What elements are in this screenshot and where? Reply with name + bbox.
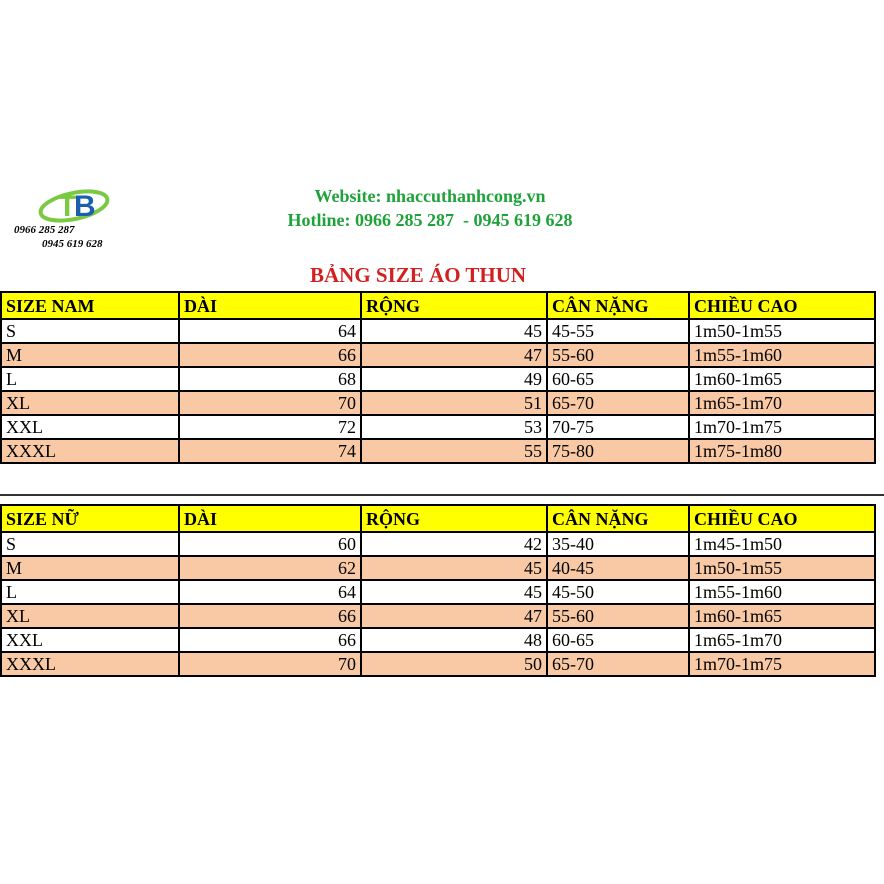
height-cell: 1m45-1m50 <box>689 532 875 556</box>
table-row <box>1 439 875 463</box>
size-cell: M <box>1 556 179 580</box>
table-header-row <box>1 292 875 319</box>
header-cell: SIZE NAM <box>1 292 179 319</box>
length-cell: 74 <box>179 439 361 463</box>
svg-text:T: T <box>58 190 77 223</box>
length-cell: 68 <box>179 367 361 391</box>
table-row <box>1 367 875 391</box>
length-cell: 70 <box>179 391 361 415</box>
width-cell: 49 <box>361 367 547 391</box>
svg-text:B: B <box>74 190 96 223</box>
header-cell: RỘNG <box>361 292 547 319</box>
length-cell: 70 <box>179 652 361 676</box>
length-cell: 60 <box>179 532 361 556</box>
header-cell: DÀI <box>179 292 361 319</box>
page-title: BẢNG SIZE ÁO THUN <box>310 263 527 287</box>
height-cell: 1m65-1m70 <box>689 391 875 415</box>
header-cell: CÂN NẶNG <box>547 292 689 319</box>
length-cell: 72 <box>179 415 361 439</box>
width-cell: 45 <box>361 580 547 604</box>
weight-cell: 65-70 <box>547 391 689 415</box>
weight-cell: 65-70 <box>547 652 689 676</box>
height-cell: 1m55-1m60 <box>689 343 875 367</box>
size-cell: XXXL <box>1 652 179 676</box>
width-cell: 55 <box>361 439 547 463</box>
weight-cell: 45-50 <box>547 580 689 604</box>
length-cell: 64 <box>179 580 361 604</box>
height-cell: 1m60-1m65 <box>689 604 875 628</box>
height-cell: 1m55-1m60 <box>689 580 875 604</box>
size-cell: S <box>1 319 179 343</box>
weight-cell: 60-65 <box>547 367 689 391</box>
length-cell: 66 <box>179 628 361 652</box>
width-cell: 47 <box>361 604 547 628</box>
header-cell: DÀI <box>179 505 361 532</box>
width-cell: 47 <box>361 343 547 367</box>
length-cell: 64 <box>179 319 361 343</box>
width-cell: 53 <box>361 415 547 439</box>
weight-cell: 70-75 <box>547 415 689 439</box>
size-cell: XL <box>1 604 179 628</box>
weight-cell: 45-55 <box>547 319 689 343</box>
table-row <box>1 604 875 628</box>
table-row <box>1 652 875 676</box>
logo-phone-2: 0945 619 628 <box>42 238 103 250</box>
hotline-text: Hotline: 0966 285 287 - 0945 619 628 <box>287 210 573 230</box>
height-cell: 1m50-1m55 <box>689 556 875 580</box>
length-cell: 66 <box>179 604 361 628</box>
table-header-row <box>1 505 875 532</box>
header-cell: SIZE NỮ <box>1 505 179 532</box>
size-cell: XXL <box>1 628 179 652</box>
weight-cell: 55-60 <box>547 604 689 628</box>
size-cell: XL <box>1 391 179 415</box>
website-text: Website: nhaccuthanhcong.vn <box>314 186 546 206</box>
size-cell: XXL <box>1 415 179 439</box>
width-cell: 45 <box>361 556 547 580</box>
height-cell: 1m60-1m65 <box>689 367 875 391</box>
header-cell: CÂN NẶNG <box>547 505 689 532</box>
length-cell: 66 <box>179 343 361 367</box>
size-cell: M <box>1 343 179 367</box>
size-cell: XXXL <box>1 439 179 463</box>
height-cell: 1m65-1m70 <box>689 628 875 652</box>
size-table-nam <box>0 291 876 464</box>
height-cell: 1m75-1m80 <box>689 439 875 463</box>
width-cell: 42 <box>361 532 547 556</box>
header-cell: RỘNG <box>361 505 547 532</box>
height-cell: 1m70-1m75 <box>689 652 875 676</box>
table-row <box>1 556 875 580</box>
weight-cell: 75-80 <box>547 439 689 463</box>
header-cell: CHIỀU CAO <box>689 292 875 319</box>
table-row <box>1 391 875 415</box>
divider <box>0 494 884 496</box>
size-cell: L <box>1 580 179 604</box>
size-table-nu <box>0 504 876 677</box>
weight-cell: 55-60 <box>547 343 689 367</box>
width-cell: 50 <box>361 652 547 676</box>
table-row <box>1 343 875 367</box>
table-row <box>1 580 875 604</box>
size-cell: S <box>1 532 179 556</box>
table-row <box>1 415 875 439</box>
width-cell: 45 <box>361 319 547 343</box>
weight-cell: 40-45 <box>547 556 689 580</box>
height-cell: 1m50-1m55 <box>689 319 875 343</box>
logo-phone-1: 0966 285 287 <box>14 224 75 236</box>
width-cell: 51 <box>361 391 547 415</box>
header-cell: CHIỀU CAO <box>689 505 875 532</box>
width-cell: 48 <box>361 628 547 652</box>
height-cell: 1m70-1m75 <box>689 415 875 439</box>
length-cell: 62 <box>179 556 361 580</box>
weight-cell: 35-40 <box>547 532 689 556</box>
table-row <box>1 532 875 556</box>
size-cell: L <box>1 367 179 391</box>
table-row <box>1 628 875 652</box>
table-row <box>1 319 875 343</box>
weight-cell: 60-65 <box>547 628 689 652</box>
